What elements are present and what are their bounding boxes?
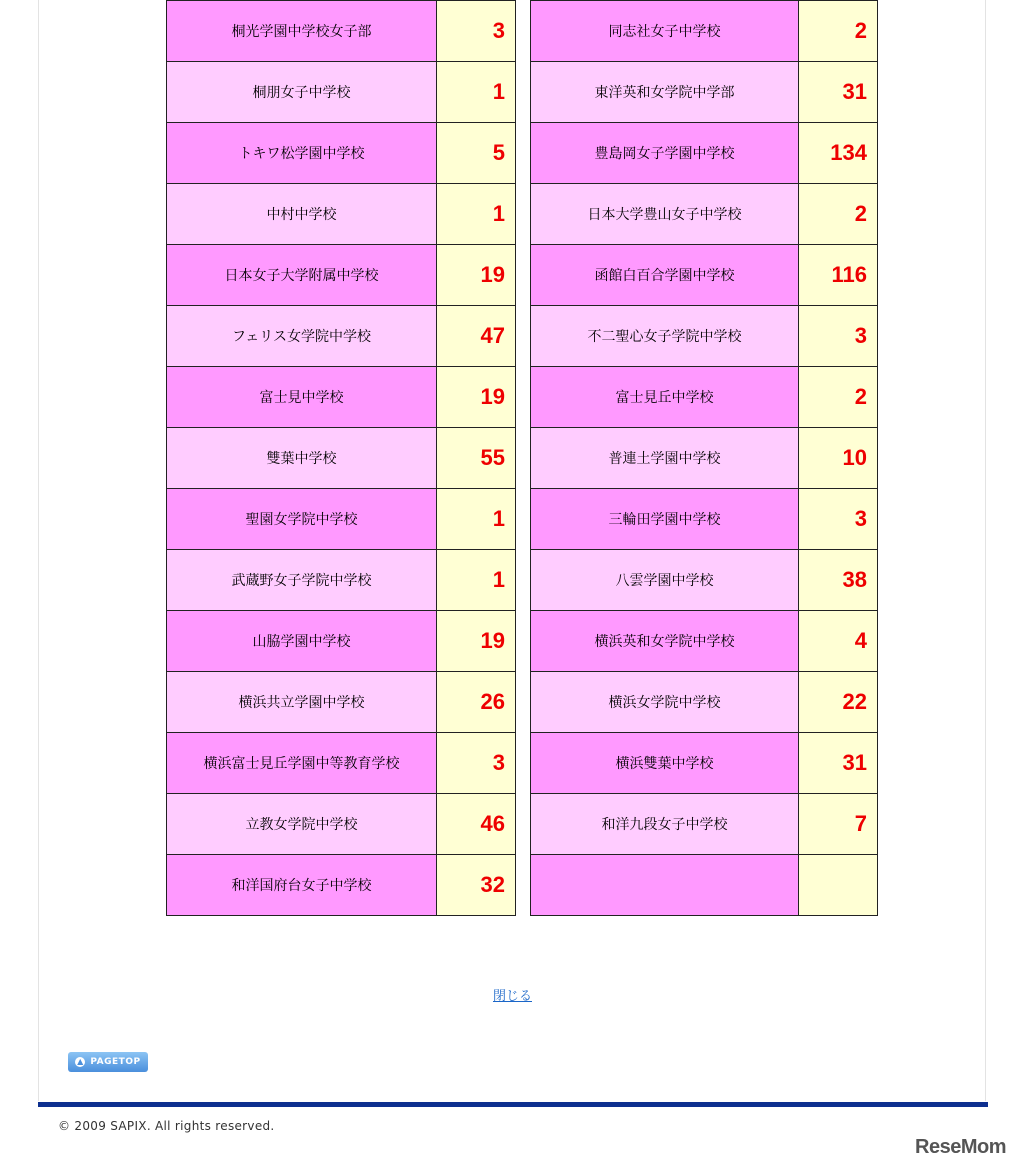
pass-count: 4 — [799, 611, 878, 672]
resemom-logo: ReseMom — [915, 1136, 1006, 1158]
table-row — [167, 245, 516, 306]
table-row — [167, 62, 516, 123]
school-name: 函館白百合学園中学校 — [531, 245, 799, 306]
pass-count: 3 — [799, 489, 878, 550]
table-row — [167, 184, 516, 245]
table-row — [167, 306, 516, 367]
pass-count: 2 — [799, 367, 878, 428]
table-row — [531, 794, 878, 855]
school-name: フェリス女学院中学校 — [167, 306, 437, 367]
school-name: 横浜雙葉中学校 — [531, 733, 799, 794]
school-name: 立教女学院中学校 — [167, 794, 437, 855]
table-row — [531, 672, 878, 733]
school-name: 普連土学園中学校 — [531, 428, 799, 489]
table-row — [167, 794, 516, 855]
pass-count: 3 — [437, 733, 516, 794]
pass-count: 38 — [799, 550, 878, 611]
table-row — [167, 123, 516, 184]
school-name: 不二聖心女子学院中学校 — [531, 306, 799, 367]
pass-count: 47 — [437, 306, 516, 367]
close-link[interactable]: 閉じる — [492, 989, 532, 1004]
table-row — [531, 367, 878, 428]
pass-count — [799, 855, 878, 916]
table-row — [167, 428, 516, 489]
school-name: 横浜女学院中学校 — [531, 672, 799, 733]
school-name: 富士見中学校 — [167, 367, 437, 428]
table-row — [531, 123, 878, 184]
pass-count: 1 — [437, 184, 516, 245]
school-name: 桐朋女子中学校 — [167, 62, 437, 123]
school-name: 日本女子大学附属中学校 — [167, 245, 437, 306]
school-name: 同志社女子中学校 — [531, 1, 799, 62]
pass-count: 19 — [437, 245, 516, 306]
table-row — [167, 855, 516, 916]
school-name: 日本大学豊山女子中学校 — [531, 184, 799, 245]
table-row — [167, 1, 516, 62]
pagetop-label: PAGETOP — [90, 1057, 141, 1067]
pass-count: 32 — [437, 855, 516, 916]
table-row — [531, 550, 878, 611]
school-name: 東洋英和女学院中学部 — [531, 62, 799, 123]
table-row — [531, 489, 878, 550]
school-name: 中村中学校 — [167, 184, 437, 245]
pass-count: 3 — [437, 1, 516, 62]
pass-count: 46 — [437, 794, 516, 855]
pass-count: 2 — [799, 1, 878, 62]
table-row — [531, 611, 878, 672]
pass-count: 1 — [437, 550, 516, 611]
school-name: 横浜共立学園中学校 — [167, 672, 437, 733]
pass-count: 1 — [437, 489, 516, 550]
pass-count: 3 — [799, 306, 878, 367]
pass-count: 7 — [799, 794, 878, 855]
pass-count: 31 — [799, 62, 878, 123]
school-name: 和洋国府台女子中学校 — [167, 855, 437, 916]
pass-count: 116 — [799, 245, 878, 306]
table-row — [531, 733, 878, 794]
school-name: 豊島岡女子学園中学校 — [531, 123, 799, 184]
table-row — [167, 733, 516, 794]
school-name: 和洋九段女子中学校 — [531, 794, 799, 855]
school-name: 聖園女学院中学校 — [167, 489, 437, 550]
pagetop-button[interactable] — [68, 1052, 148, 1072]
table-row — [531, 1, 878, 62]
pass-count: 55 — [437, 428, 516, 489]
table-row — [531, 184, 878, 245]
pass-count: 19 — [437, 611, 516, 672]
school-name: 山脇学園中学校 — [167, 611, 437, 672]
arrow-up-icon: ▲ — [77, 1057, 84, 1066]
table-row — [531, 428, 878, 489]
pass-count: 5 — [437, 123, 516, 184]
table-row — [167, 550, 516, 611]
school-name: 横浜英和女学院中学校 — [531, 611, 799, 672]
table-row — [167, 489, 516, 550]
table-row — [167, 367, 516, 428]
results-table-left — [166, 0, 516, 916]
school-name: 横浜富士見丘学園中等教育学校 — [167, 733, 437, 794]
table-row — [531, 62, 878, 123]
pass-count: 26 — [437, 672, 516, 733]
school-name: トキワ松学園中学校 — [167, 123, 437, 184]
copyright-text: © 2009 SAPIX. All rights reserved. — [58, 1119, 275, 1133]
results-table-right — [530, 0, 878, 916]
footer-divider — [38, 1102, 988, 1107]
school-name: 富士見丘中学校 — [531, 367, 799, 428]
pass-count: 31 — [799, 733, 878, 794]
table-row — [531, 855, 878, 916]
school-name: 八雲学園中学校 — [531, 550, 799, 611]
pass-count: 19 — [437, 367, 516, 428]
pass-count: 22 — [799, 672, 878, 733]
school-name: 武蔵野女子学院中学校 — [167, 550, 437, 611]
school-name — [531, 855, 799, 916]
table-row — [531, 306, 878, 367]
school-name: 雙葉中学校 — [167, 428, 437, 489]
table-row — [167, 611, 516, 672]
pass-count: 134 — [799, 123, 878, 184]
pass-count: 2 — [799, 184, 878, 245]
table-row — [531, 245, 878, 306]
school-name: 三輪田学園中学校 — [531, 489, 799, 550]
school-name: 桐光学園中学校女子部 — [167, 1, 437, 62]
pass-count: 1 — [437, 62, 516, 123]
pass-count: 10 — [799, 428, 878, 489]
table-row — [167, 672, 516, 733]
